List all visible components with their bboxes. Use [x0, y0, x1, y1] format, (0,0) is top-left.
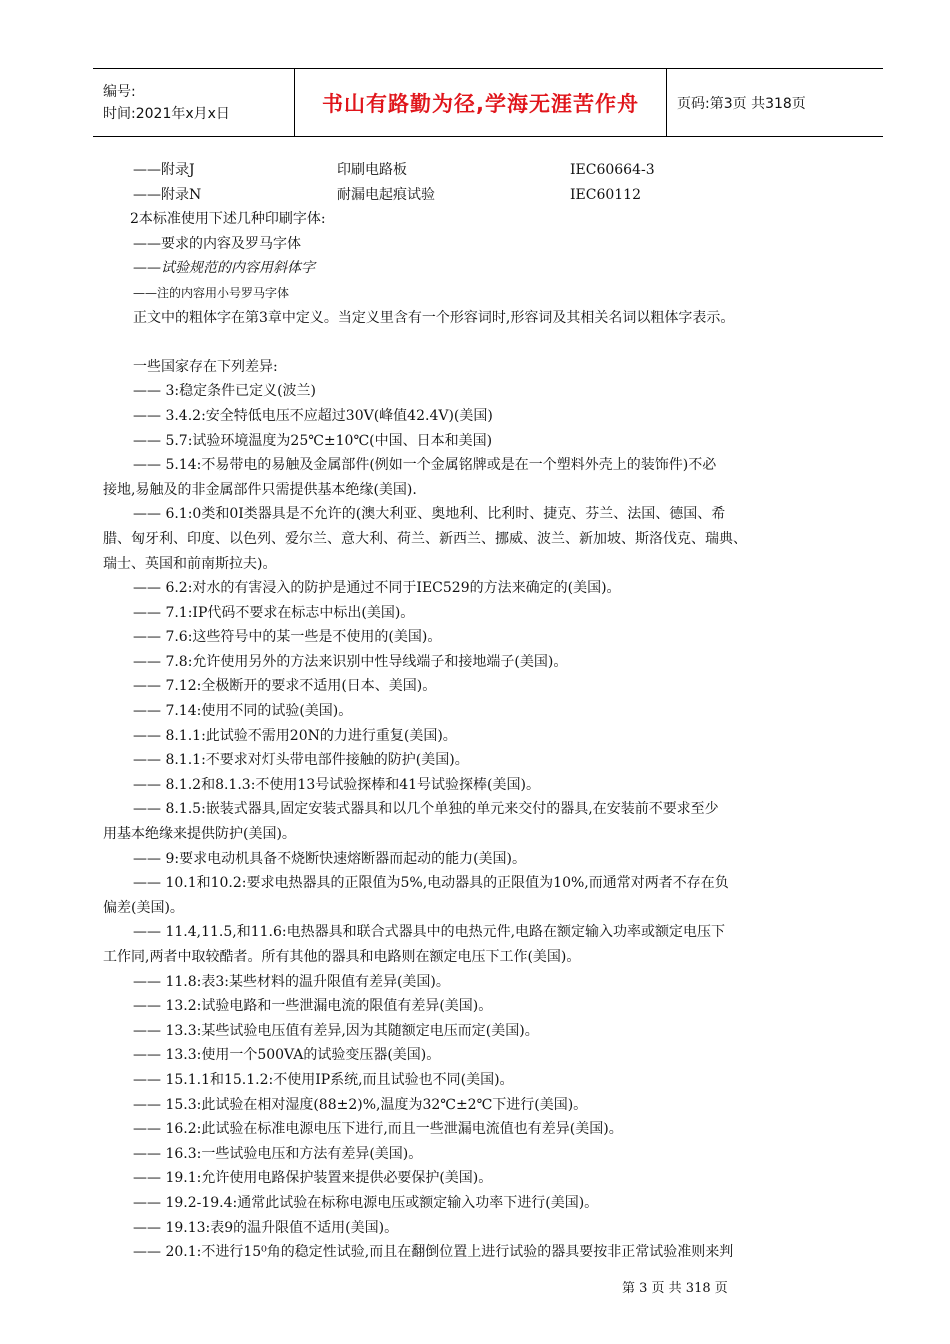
appendix-label: ——附录J	[133, 162, 195, 178]
font-small-note: ——注的内容用小号罗马字体	[133, 285, 290, 300]
difference-item: —— 8.1.1:此试验不需用20N的力进行重复(美国)。	[133, 727, 457, 744]
difference-item: —— 19.2-19.4:通常此试验在标称电源电压或额定输入功率下进行(美国)。	[133, 1194, 599, 1211]
difference-item: —— 13.3:某些试验电压值有差异,因为其随额定电压而定(美国)。	[133, 1022, 539, 1039]
appendix-title: 印刷电路板	[337, 162, 407, 178]
appendix-label: ——附录N	[133, 186, 202, 203]
difference-item: —— 5.14:不易带电的易触及金属部件(例如一个金属铭牌或是在一个塑料外壳上的装饰件)不必	[133, 457, 717, 474]
appendix-row	[133, 183, 878, 208]
difference-item-continuation: 工作同,两者中取较酷者。所有其他的器具和电路则在额定电压下工作(美国)。	[103, 949, 581, 965]
header-page-cell	[667, 69, 883, 136]
difference-item: —— 13.2:试验电路和一些泄漏电流的限值有差异(美国)。	[133, 998, 493, 1015]
difference-item: —— 9:要求电动机具备不烧断快速熔断器而起动的能力(美国)。	[133, 850, 526, 867]
difference-item: —— 11.4,11.5,和11.6:电热器具和联合式器具中的电热元件,电路在额定输入功率或额定电压下	[133, 924, 726, 941]
appendix-title: 耐漏电起痕试验	[337, 186, 435, 203]
difference-item-continuation: 瑞士、英国和前南斯拉夫)。	[103, 555, 277, 572]
difference-item: —— 13.3:使用一个500VA的试验变压器(美国)。	[133, 1047, 441, 1064]
difference-item: —— 8.1.5:嵌装式器具,固定安装式器具和以几个单独的单元来交付的器具,在安装前不要求至少	[133, 801, 719, 818]
page-header	[93, 68, 883, 137]
header-motto-cell	[295, 69, 667, 136]
difference-item: —— 20.1:不进行15⁰角的稳定性试验,而且在翻倒位置上进行试验的器具要按非正常试验准则来判	[133, 1244, 734, 1261]
appendix-row	[133, 158, 878, 183]
difference-item: —— 8.1.1:不要求对灯头带电部件接触的防护(美国)。	[133, 752, 469, 769]
difference-item: —— 6.1:0类和0I类器具是不允许的(澳大利亚、奥地利、比利时、捷克、芬兰、法国、德国、希	[133, 506, 726, 523]
difference-item: —— 19.1:允许使用电路保护装置来提供必要保护(美国)。	[133, 1170, 493, 1187]
header-meta	[93, 69, 295, 136]
difference-item: —— 5.7:试验环境温度为25℃±10℃(中国、日本和美国)	[133, 432, 493, 449]
difference-item-continuation: 腊、匈牙利、印度、以色列、爱尔兰、意大利、荷兰、新西兰、挪威、波兰、新加坡、斯洛伐克、瑞典、	[103, 530, 747, 547]
difference-item: —— 15.3:此试验在相对湿度(88±2)%,温度为32℃±2℃下进行(美国)。	[133, 1096, 588, 1113]
font-roman-note: ——要求的内容及罗马字体	[133, 235, 301, 252]
header-motto: 书山有路勤为径,学海无涯苦作舟	[322, 91, 639, 116]
font-italic-note: ——试验规范的内容用斜体字	[133, 260, 315, 277]
difference-item-continuation: 偏差(美国)。	[103, 899, 184, 916]
fonts-intro: 2本标准使用下述几种印刷字体:	[130, 211, 326, 228]
difference-item: —— 16.3:一些试验电压和方法有差异(美国)。	[133, 1145, 423, 1162]
difference-item: —— 7.6:这些符号中的某一些是不使用的(美国)。	[133, 629, 442, 646]
difference-item: —— 19.13:表9的温升限值不适用(美国)。	[133, 1219, 399, 1236]
difference-item: —— 6.2:对水的有害浸入的防护是通过不同于IEC529的方法来确定的(美国)。	[133, 580, 621, 597]
bold-definition-note: 正文中的粗体字在第3章中定义。当定义里含有一个形容词时,形容词及其相关名词以粗体字表示。	[133, 309, 735, 326]
difference-item: —— 7.14:使用不同的试验(美国)。	[133, 703, 353, 720]
difference-item: —— 3.4.2:安全特低电压不应超过30V(峰值42.4V)(美国)	[133, 407, 493, 424]
difference-item: —— 3:稳定条件已定义(波兰)	[133, 383, 316, 400]
difference-item-continuation: 接地,易触及的非金属部件只需提供基本绝缘(美国).	[103, 481, 417, 498]
page-footer: 第 3 页 共 318 页	[622, 1281, 728, 1296]
document-number-label: 编号:	[103, 83, 136, 100]
difference-item: —— 7.8:允许使用另外的方法来识别中性导线端子和接地端子(美国)。	[133, 653, 568, 670]
difference-item-continuation: 用基本绝缘来提供防护(美国)。	[103, 826, 296, 843]
document-time-label: 时间:2021年x月x日	[103, 105, 230, 122]
difference-item: —— 16.2:此试验在标准电源电压下进行,而且一些泄漏电流值也有差异(美国)。	[133, 1121, 623, 1138]
header-page-info: 页码:第3页 共318页	[677, 95, 806, 112]
difference-item: —— 10.1和10.2:要求电热器具的正限值为5%,电动器具的正限值为10%,而通常对两者不存在负	[133, 875, 729, 892]
difference-item: —— 8.1.2和8.1.3:不使用13号试验探棒和41号试验探棒(美国)。	[133, 776, 540, 793]
appendix-standard: IEC60112	[570, 186, 641, 203]
spacer	[133, 330, 878, 355]
difference-item: —— 11.8:表3:某些材料的温升限值有差异(美国)。	[133, 973, 450, 990]
appendix-standard: IEC60664-3	[570, 162, 655, 178]
document-body	[103, 158, 878, 1265]
difference-item: —— 7.1:IP代码不要求在标志中标出(美国)。	[133, 604, 415, 621]
differences-intro: 一些国家存在下列差异:	[133, 358, 278, 375]
difference-item: —— 15.1.1和15.1.2:不使用IP系统,而且试验也不同(美国)。	[133, 1071, 514, 1088]
difference-item: —— 7.12:全极断开的要求不适用(日本、美国)。	[133, 678, 437, 695]
